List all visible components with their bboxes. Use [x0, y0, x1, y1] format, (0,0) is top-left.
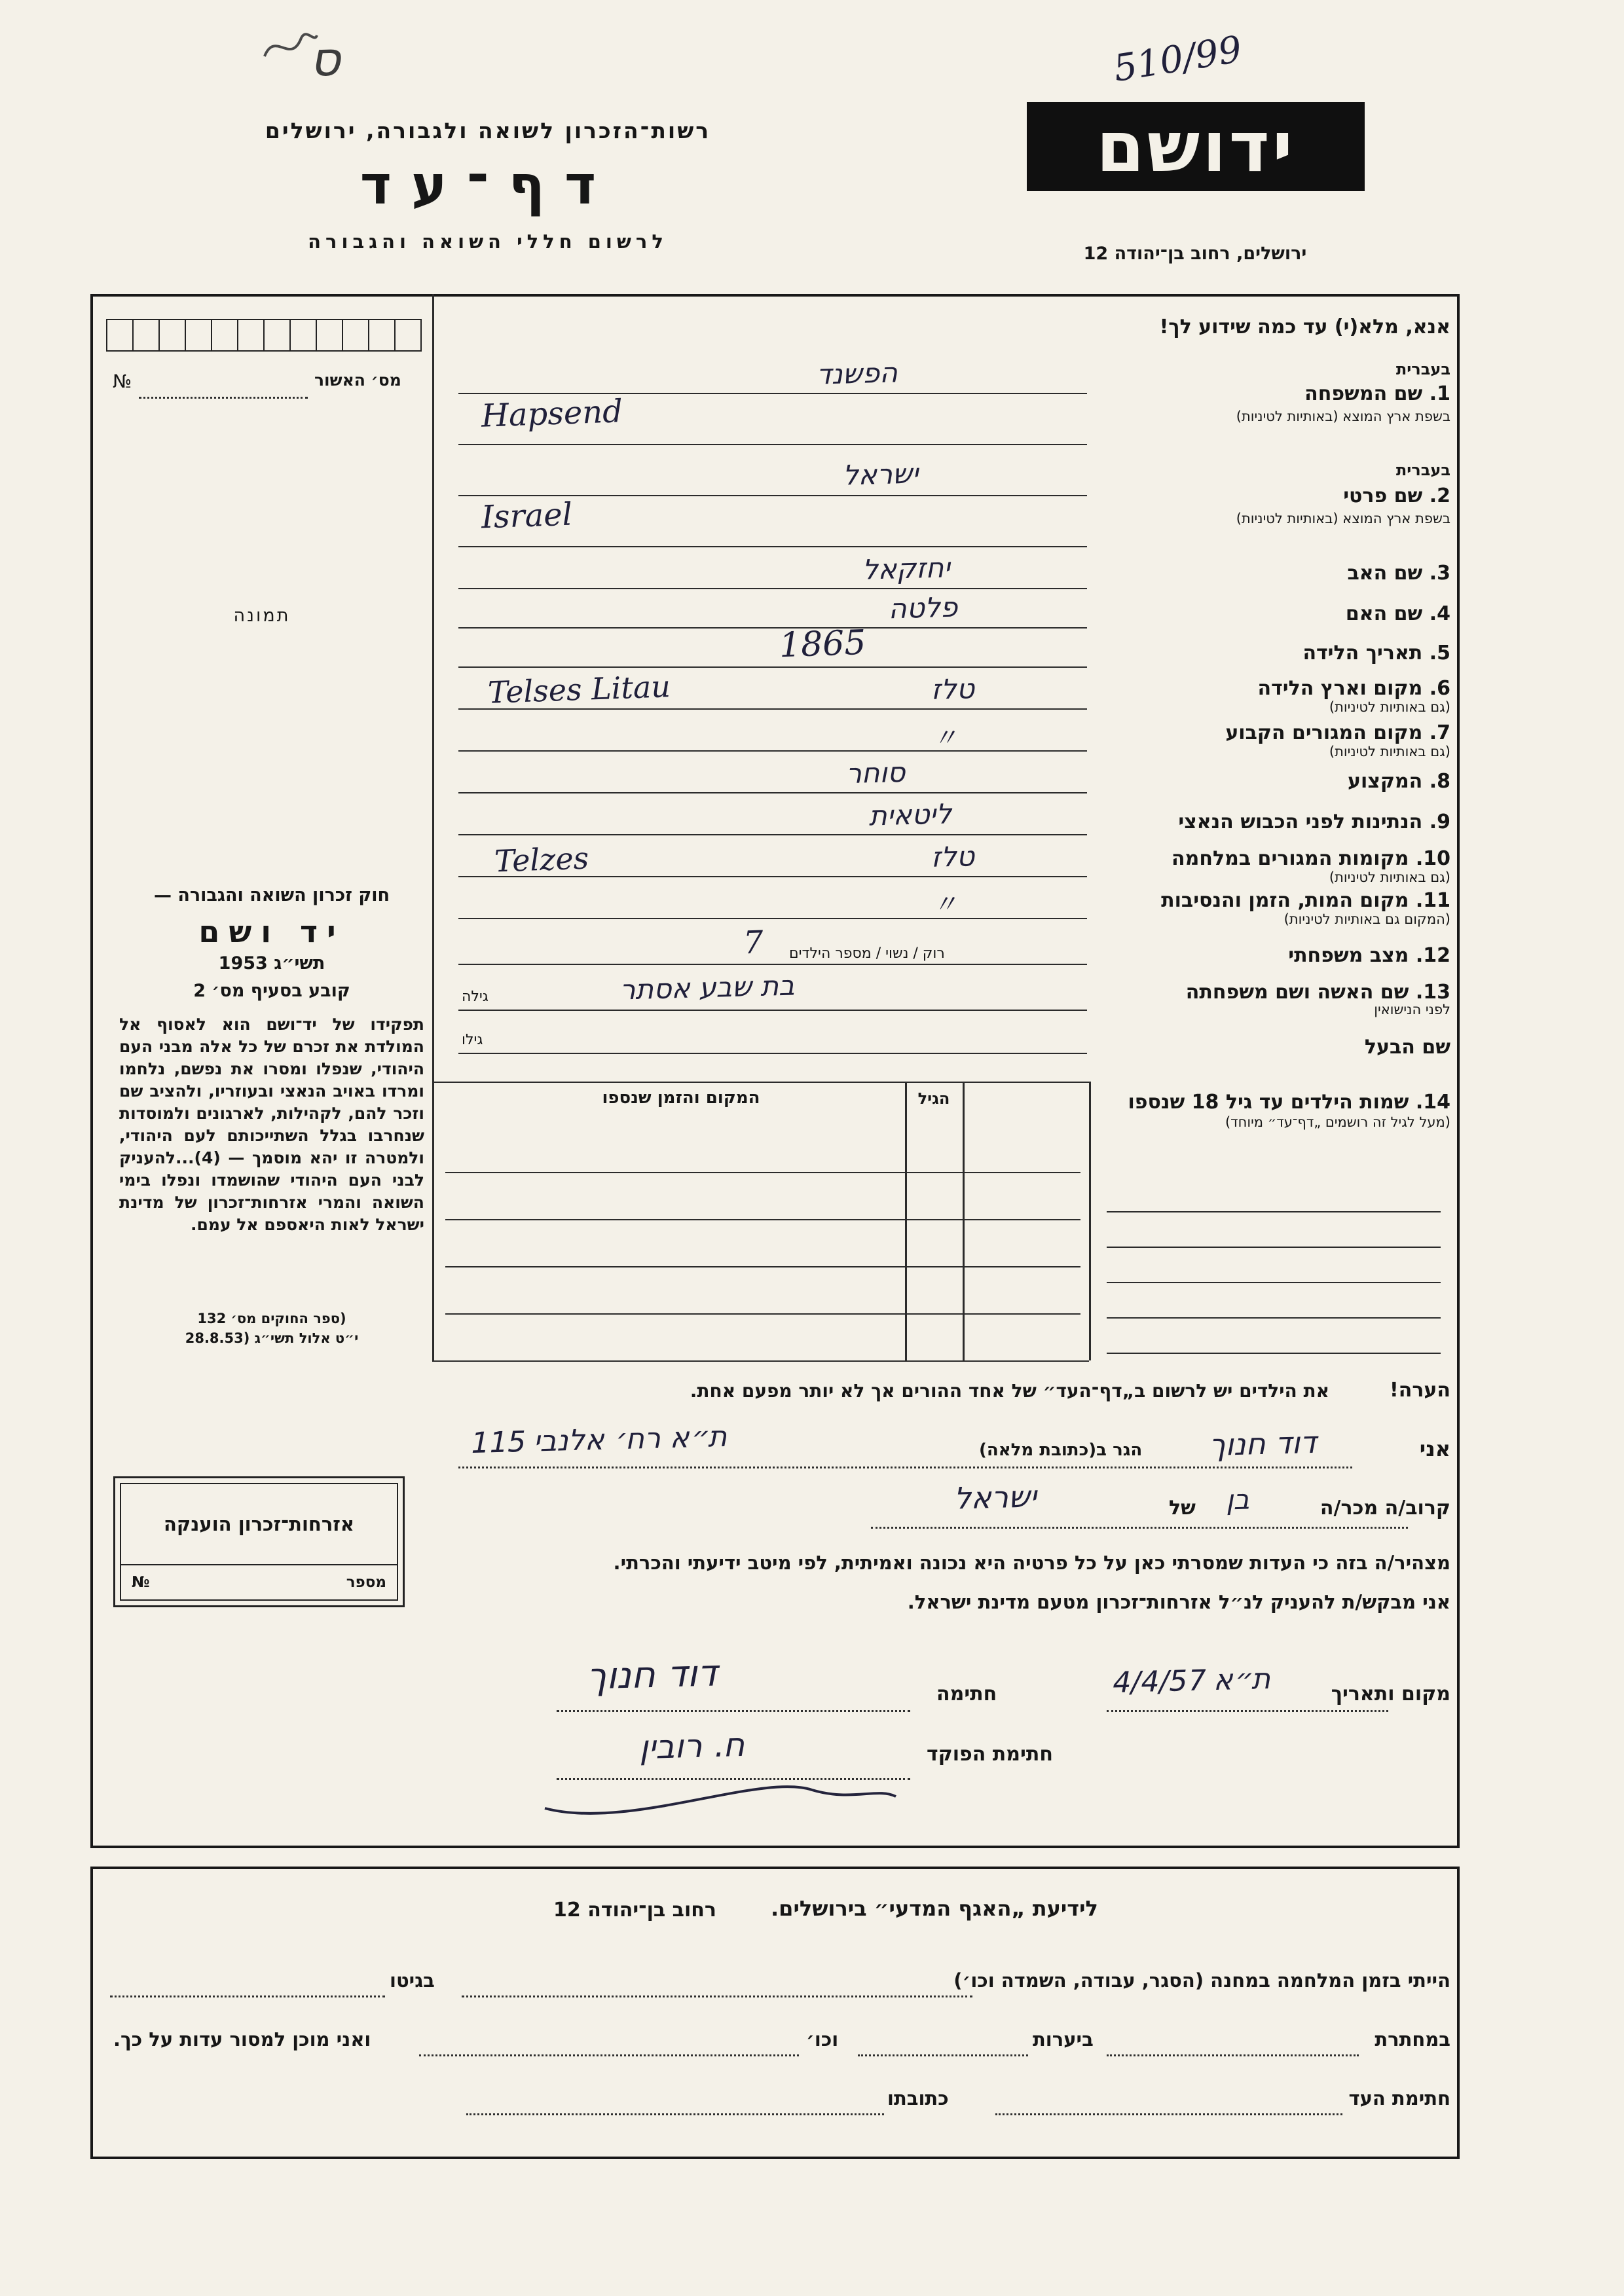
- declaration-line: [871, 1527, 1408, 1529]
- sublabel-birth-place-latin: (גם באותיות לטיניות): [1329, 699, 1450, 715]
- children-name-line: [1107, 1211, 1441, 1212]
- label-first-name: 2. שם פרטי: [1343, 484, 1450, 507]
- law-clause: קובע בסעיף מס׳ 2: [193, 981, 350, 1001]
- declarant-signature: דוד חנוך: [585, 1652, 724, 1698]
- law-reference-2: י״ט אלול תשי״ג (28.8.53: [185, 1330, 359, 1346]
- sublabel-before-marriage: לפני הנישואין: [1374, 1002, 1450, 1017]
- children-table-top-border: [432, 1082, 1089, 1083]
- of-name-handwritten: ישראל: [952, 1478, 1043, 1516]
- writing-line: [458, 834, 1087, 835]
- label-citizenship: 9. הנתינות לפני הכבוש הנאצי: [1178, 811, 1450, 833]
- children-name-line: [1107, 1353, 1441, 1354]
- sublabel-war-residence-latin: (גם באותיות לטיניות): [1329, 869, 1450, 885]
- approval-number-label: מס׳ האשור: [314, 371, 401, 390]
- value-first-name-latin: Israel: [481, 496, 573, 536]
- label-war-residence: 10. מקומות המגורים במלחמה: [1172, 847, 1450, 870]
- bottom-line: [462, 1995, 972, 1997]
- label-residence: 7. מקום המגורים הקבוע: [1225, 721, 1450, 744]
- writing-line: [458, 1010, 1087, 1011]
- declarant-address-handwritten: ת״א רח׳ אלנבי 115: [468, 1419, 732, 1461]
- law-title: חוק זכרון השואה והגבורה —: [153, 885, 390, 905]
- children-table-rule: [905, 1082, 907, 1360]
- label-death-place: 11. מקום המות, הזמן והנסיבות: [1161, 889, 1450, 912]
- children-col-age-header: הגיל: [917, 1089, 950, 1108]
- declaration-line: [1107, 1710, 1388, 1712]
- writing-line: [458, 666, 1087, 668]
- label-father-name: 3. שם האב: [1347, 562, 1450, 585]
- sublabel-children-separate-page: (מעל לגיל זה רושמים „דף־עד״ מיוחד): [1225, 1114, 1450, 1130]
- value-family-name-latin: Hapsend: [481, 393, 623, 435]
- fill-instruction: אנא, מלא(י) עד כמה שידוע לך!: [1159, 316, 1450, 338]
- marital-options-print: רוק / נשוי / מספר הילדים: [789, 945, 945, 962]
- pencil-stamp: ס: [308, 31, 349, 87]
- signature-flourish: [537, 1768, 904, 1827]
- label-profession: 8. המקצוע: [1348, 770, 1450, 793]
- value-mother-name: פלטה: [887, 591, 963, 625]
- writing-line: [458, 1053, 1087, 1054]
- bottom-line: [1107, 2054, 1359, 2056]
- writing-line: [458, 918, 1087, 919]
- etc-label: וכו׳: [806, 2028, 839, 2050]
- value-profession: סוחר: [845, 756, 910, 790]
- left-column-divider: [432, 294, 434, 1362]
- writing-line: [458, 750, 1087, 752]
- declaration-line: [557, 1710, 910, 1712]
- bottom-line: [858, 2054, 1028, 2056]
- value-wife-name: בת שבע אסתר: [618, 969, 800, 1006]
- signature-label: חתימה: [936, 1683, 997, 1705]
- value-family-name-hebrew: הפשנד: [815, 356, 903, 391]
- approval-number-line: [139, 397, 308, 399]
- clerk-signature-label: חתימת הפוקד: [927, 1743, 1053, 1766]
- scientific-dept-title: לידיעת „האגף המדעי״ בירושלים.: [771, 1896, 1098, 1921]
- children-name-line: [1107, 1282, 1441, 1283]
- writing-line: [458, 546, 1087, 547]
- value-children-count: 7: [743, 924, 764, 962]
- file-number-handwritten: 510/99: [1111, 27, 1245, 91]
- bottom-line: [995, 2113, 1342, 2115]
- value-father-name: יחזקאל: [861, 551, 955, 586]
- label-hebrew-family: בעברית: [1395, 360, 1450, 378]
- children-name-line: [1107, 1247, 1441, 1248]
- husband-age-label: גילו: [462, 1032, 483, 1048]
- label-hebrew-first: בעברית: [1395, 461, 1450, 479]
- writing-line: [458, 393, 1087, 394]
- writing-line: [458, 792, 1087, 793]
- children-table-rule: [1089, 1082, 1091, 1360]
- writing-line: [458, 708, 1087, 710]
- citizenship-box-title: אזרחות־זכרון הוענקה: [163, 1513, 355, 1535]
- note-title: הערה!: [1390, 1379, 1450, 1402]
- scientific-dept-address: רחוב בן־יהודה 12: [553, 1899, 716, 1922]
- label-birth-place: 6. מקום וארץ הלידה: [1257, 677, 1450, 700]
- photo-label: תמונה: [233, 606, 291, 626]
- label-birth-date: 5. תאריך הלידה: [1302, 642, 1450, 665]
- forests-label: ביערות: [1033, 2028, 1094, 2050]
- relation-handwritten: בן: [1225, 1483, 1255, 1516]
- writing-line: [458, 588, 1087, 589]
- children-table-bottom-border: [432, 1360, 1089, 1362]
- children-row-line: [445, 1219, 1080, 1220]
- serial-number-boxes: [106, 319, 422, 352]
- citizenship-granted-box: [113, 1476, 405, 1607]
- value-death-place-ditto: 〃: [932, 889, 963, 919]
- ready-to-testify-label: ואני מוכן למסור עדות על כך.: [113, 2028, 371, 2050]
- camp-label: הייתי בזמן המלחמה במחנה (הסגר, עבודה, השמדה וכו׳): [953, 1969, 1450, 1992]
- declarant-i-label: אני: [1419, 1436, 1450, 1461]
- declarant-name-handwritten: דוד חנוך: [1208, 1424, 1322, 1463]
- bottom-line: [419, 2054, 799, 2056]
- citizenship-number-label: מספר: [346, 1574, 386, 1591]
- law-yad-vashem: יד ושם: [198, 914, 345, 949]
- underground-label: במחתרת: [1375, 2028, 1450, 2050]
- declaration-line: [458, 1467, 1352, 1468]
- label-wife-name: 13. שם האשה ושם משפחתה: [1185, 981, 1450, 1004]
- approval-no-symbol: №: [113, 371, 132, 392]
- bottom-line: [466, 2113, 884, 2115]
- law-reference-1: (ספר החוקים מס׳ 132: [197, 1311, 346, 1326]
- label-marital-status: 12. מצב משפחתי: [1288, 944, 1450, 967]
- law-year: תשי״ג 1953: [218, 953, 325, 974]
- value-residence-ditto: 〃: [932, 723, 963, 753]
- value-citizenship: ליטאית: [868, 797, 957, 832]
- form-subtitle: לרשום חללי השואה והגבורה: [308, 230, 668, 253]
- sublabel-family-origin: בשפת ארץ המוצא (באותיות לטיניות): [1236, 409, 1450, 424]
- declare-statement: מצהיר/ה בזה כי העדות שמסרתי כאן על כל פרטיה היא נכונה ואמיתית, לפי מיטב ידיעתי והכרתי.: [613, 1552, 1450, 1574]
- place-date-handwritten: ת״א 4/4/57: [1109, 1662, 1276, 1700]
- clerk-signature: ח. רובין: [638, 1725, 750, 1767]
- value-war-residence-hebrew: טלז: [930, 840, 980, 873]
- label-children: 14. שמות הילדים עד גיל 18 שנספו: [1128, 1091, 1450, 1114]
- of-label: של: [1169, 1497, 1196, 1520]
- value-birth-place-hebrew: טלז: [930, 672, 980, 706]
- writing-line: [458, 444, 1087, 445]
- form-title: דף־עד: [360, 155, 616, 217]
- resides-label: הגר ב(כתובת מלאה): [979, 1440, 1143, 1460]
- authority-title: רשות־הזכרון לשואה ולגבורה, ירושלים: [265, 118, 711, 143]
- value-war-residence-latin: Telzes: [494, 840, 590, 879]
- witness-signature-label: חתימת העד: [1348, 2087, 1450, 2109]
- law-body-text: תפקידו של יד־ושם הוא לאסוף אל המולדת את זכרם של כל אלה מבני העם היהודי, שנפלו ומסרו את נפשם, נלחמו ומרדו באויב הנאצי ובעוזריו, ולהציב שם וזכר להם, לקהילות, לארגונים ולמוסדות שנחרבו בגלל השתייכותם לעם היהודי, ולמטרה זו יהא מוסמך — (4)...להעניק לבני העם היהודי שהושמדו ונפלו בימי השואה והמרי אזרחות־זכרון של מדינת ישראל לאות היאספם אל עמם.: [119, 1015, 424, 1234]
- children-row-line: [445, 1313, 1080, 1315]
- children-row-line: [445, 1172, 1080, 1173]
- sublabel-first-origin: בשפת ארץ המוצא (באותיות לטיניות): [1236, 511, 1450, 526]
- citizenship-no-symbol: №: [132, 1574, 150, 1591]
- value-first-name-hebrew: ישראל: [841, 457, 923, 492]
- value-birth-place-latin: Telses Litau: [487, 668, 671, 710]
- children-col-place-header: המקום והזמן שנספו: [602, 1088, 760, 1108]
- request-statement: אני מבקש/ת להעניק לנ״ל אזרחות־זכרון מטעם מדינת ישראל.: [907, 1591, 1450, 1613]
- children-row-line: [445, 1266, 1080, 1267]
- label-husband-name: שם הבעל: [1364, 1036, 1450, 1059]
- place-date-label: מקום ותאריך: [1331, 1683, 1450, 1705]
- relation-label: קרוב/ה מכר/ה: [1320, 1497, 1450, 1520]
- writing-line: [458, 964, 1087, 965]
- note-text: את הילדים יש לרשום ב„דף־העד״ של אחד ההורים אך לא יותר מפעם אחת.: [690, 1380, 1329, 1402]
- sublabel-residence-latin: (גם באותיות לטיניות): [1329, 744, 1450, 759]
- label-family-name: 1. שם המשפחה: [1304, 382, 1450, 405]
- witness-address-label: כתובתו: [887, 2087, 949, 2109]
- header-address: ירושלים, רחוב בן־יהודה 12: [1083, 244, 1307, 264]
- children-name-line: [1107, 1317, 1441, 1319]
- children-table-rule: [963, 1082, 965, 1360]
- writing-line: [458, 627, 1087, 629]
- pencil-scribble: [261, 24, 320, 69]
- ghetto-label: בגיטו: [390, 1969, 435, 1992]
- label-mother-name: 4. שם האם: [1345, 602, 1450, 625]
- yad-vashem-logo: ידושם: [1027, 102, 1365, 191]
- sublabel-death-place-latin: (המקום גם באותיות לטיניות): [1283, 911, 1450, 927]
- bottom-line: [110, 1995, 385, 1997]
- wife-age-label: גילה: [462, 989, 489, 1005]
- value-birth-date: 1865: [778, 623, 867, 666]
